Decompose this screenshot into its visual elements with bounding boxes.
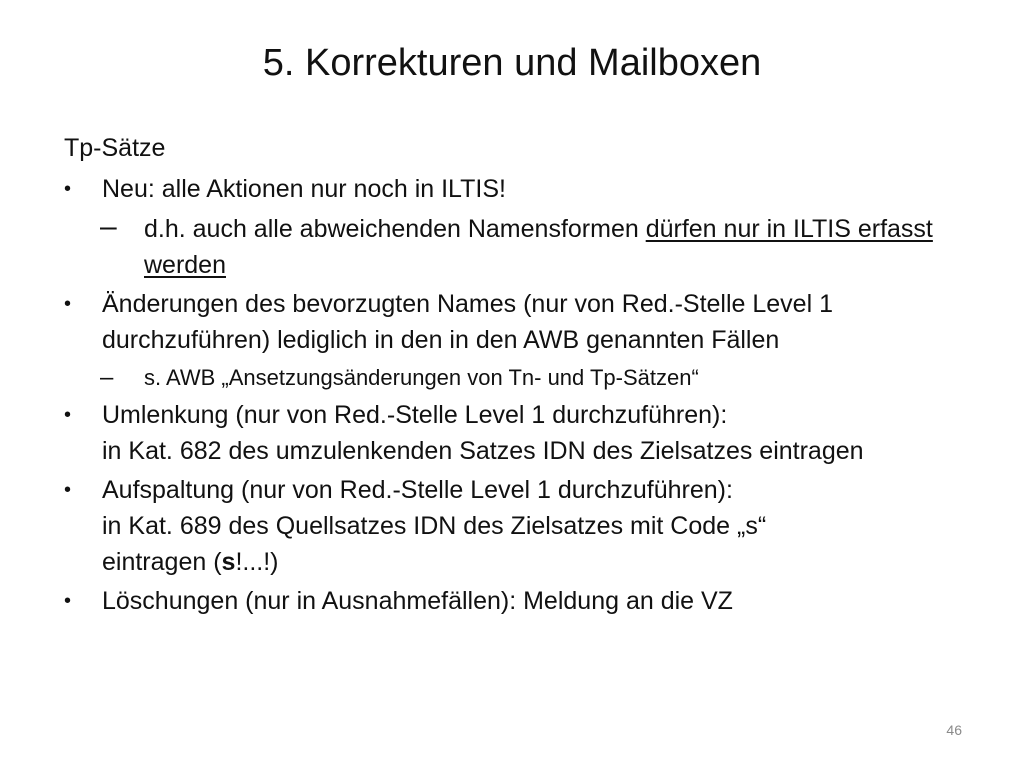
bullet-text: Umlenkung (nur von Red.-Stelle Level 1 durchzuführen):: [102, 401, 728, 429]
underlined-text: dürfen nur in ILTIS erfasst werden: [144, 215, 933, 279]
bold-code: s: [221, 548, 236, 576]
bullet-text: eintragen (: [102, 548, 222, 576]
bullet-item: [64, 171, 974, 207]
bullet-icon: •: [64, 404, 72, 426]
dash-icon: –: [100, 210, 117, 243]
slide-title: 5. Korrekturen und Mailboxen: [262, 42, 762, 84]
bullet-icon: •: [64, 479, 72, 501]
dash-icon: –: [100, 364, 114, 391]
bullet-icon: •: [64, 293, 72, 315]
bullet-text: !...!): [235, 548, 279, 576]
bullet-text: in Kat. 682 des umzulenkenden Satzes IDN des Zielsatzes eintragen: [102, 437, 864, 465]
bullet-icon: •: [64, 590, 72, 612]
bullet-text-line: [102, 544, 974, 580]
section-heading: Tp-Sätze: [64, 134, 166, 162]
bullet-item: [64, 286, 974, 358]
bullet-text: in Kat. 689 des Quellsatzes IDN des Zielsatzes mit Code „s“: [102, 512, 767, 540]
bullet-text: Aufspaltung (nur von Red.-Stelle Level 1 durchzuführen):: [102, 476, 733, 504]
bullet-item: [64, 472, 974, 580]
bullet-text: Neu: alle Aktionen nur noch in ILTIS!: [102, 175, 506, 203]
bullet-text: Änderungen des bevorzugten Names (nur von Red.-Stelle Level 1 durchzuführen) lediglich in den in den AWB genannten Fällen: [102, 290, 833, 354]
bullet-icon: •: [64, 178, 72, 200]
page-number: 46: [946, 722, 962, 738]
sub-bullet-text: s. AWB „Ansetzungsänderungen von Tn- und Tp-Sätzen“: [144, 365, 699, 390]
sub-bullet-text: d.h. auch alle abweichenden Namensformen: [144, 215, 646, 243]
bullet-item: [64, 583, 974, 619]
bullet-item: [64, 397, 974, 469]
sub-bullet-item: [64, 211, 974, 283]
sub-bullet-item: [64, 362, 974, 394]
slide-content: [64, 130, 974, 619]
bullet-text: Löschungen (nur in Ausnahmefällen): Meldung an die VZ: [102, 587, 733, 615]
